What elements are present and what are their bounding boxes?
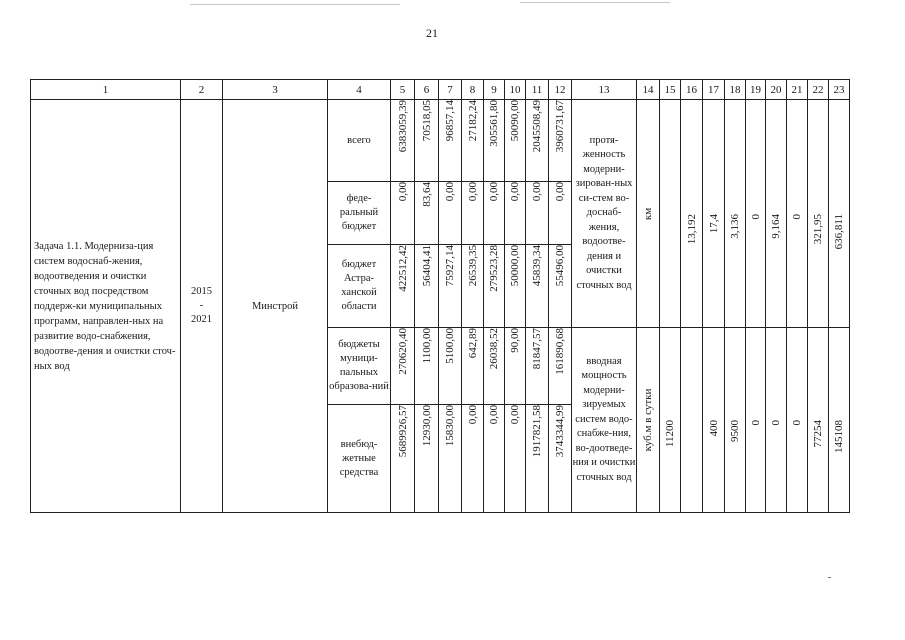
amount-value: 1100,00	[420, 328, 433, 364]
header-cell: 14	[637, 80, 660, 100]
header-cell: 15	[660, 80, 681, 100]
header-cell: 3	[223, 80, 328, 100]
amount-cell	[462, 245, 484, 328]
indicator-value-cell	[766, 100, 787, 328]
indicator-value: 13,192	[685, 213, 698, 244]
scan-artifact-dot	[828, 577, 831, 578]
amount-cell	[415, 245, 439, 328]
amount-value: 0,00	[554, 182, 566, 202]
amount-cell	[505, 245, 526, 328]
amount-value: 0,00	[466, 182, 479, 202]
amount-cell	[415, 182, 439, 245]
amount-value: 70518,05	[420, 100, 433, 142]
vertical-text-wrap	[462, 405, 483, 512]
vertical-text-wrap	[439, 100, 461, 181]
amount-cell	[415, 100, 439, 182]
indicator-value-cell	[829, 100, 850, 328]
amount-value: 1917821,58	[531, 405, 543, 458]
funding-source: бюджет Астра-ханской области	[328, 245, 391, 328]
amount-cell	[549, 245, 572, 328]
amount-cell	[526, 405, 549, 513]
page-number: 21	[426, 26, 438, 40]
amount-value: 0,00	[488, 182, 500, 202]
indicator-unit	[637, 328, 660, 513]
amount-value: 90,00	[509, 328, 521, 353]
amount-cell	[462, 100, 484, 182]
amount-value: 0,00	[396, 182, 409, 202]
indicator-value-cell	[725, 100, 746, 328]
indicator-value: 0	[749, 213, 762, 219]
header-cell: 19	[746, 80, 766, 100]
indicator-value-cell	[808, 100, 829, 328]
amount-value: 12930,00	[420, 405, 433, 447]
vertical-text-wrap	[549, 328, 571, 404]
funding-source: феде-ральный бюджет	[328, 182, 391, 245]
year-end: 2021	[191, 314, 212, 325]
vertical-text-wrap	[484, 405, 504, 512]
vertical-text-wrap	[415, 182, 438, 244]
header-cell: 8	[462, 80, 484, 100]
amount-cell	[462, 182, 484, 245]
indicator-value-cell	[746, 100, 766, 328]
vertical-text-wrap	[526, 100, 548, 181]
header-row	[31, 80, 850, 100]
vertical-text-wrap	[549, 245, 571, 327]
vertical-text-wrap	[439, 405, 461, 512]
indicator-value-cell	[766, 328, 787, 513]
vertical-text-wrap	[505, 328, 525, 404]
amount-cell	[526, 245, 549, 328]
vertical-text-wrap	[462, 100, 483, 181]
indicator-value-cell	[660, 328, 681, 513]
vertical-text-wrap	[391, 182, 414, 244]
amount-value: 75927,14	[444, 245, 456, 287]
amount-cell	[391, 100, 415, 182]
header-cell: 12	[549, 80, 572, 100]
indicator-value: 9500	[729, 420, 741, 442]
amount-cell	[505, 328, 526, 405]
indicator-value: 77254	[812, 420, 824, 448]
header-cell: 21	[787, 80, 808, 100]
amount-value: 5100,00	[444, 328, 456, 364]
executor: Минстрой	[223, 100, 328, 513]
amount-value: 0,00	[466, 405, 479, 425]
indicator-value-cell	[787, 328, 808, 513]
vertical-text-wrap	[415, 405, 438, 512]
amount-value: 27182,24	[466, 100, 479, 142]
indicator-value: 0	[791, 213, 803, 219]
implementation-years	[181, 100, 223, 513]
amount-cell	[549, 328, 572, 405]
amount-cell	[391, 182, 415, 245]
vertical-text-wrap	[526, 245, 548, 327]
vertical-text-wrap	[462, 245, 483, 327]
amount-cell	[484, 328, 505, 405]
amount-value: 161890,68	[554, 328, 566, 375]
amount-value: 305561,80	[488, 100, 500, 147]
header-cell: 4	[328, 80, 391, 100]
amount-cell	[484, 405, 505, 513]
amount-cell	[391, 328, 415, 405]
amount-cell	[484, 245, 505, 328]
indicator-value-cell	[681, 328, 703, 513]
amount-cell	[484, 182, 505, 245]
header-cell: 20	[766, 80, 787, 100]
amount-cell	[415, 328, 439, 405]
funding-source: всего	[328, 100, 391, 182]
task-description: Задача 1.1. Модерниза-ция систем водоснаб-жения, водоотведения и очистки сточных вод посредством поддерж-ки муниципальных программ, направлен-ных на развитие водо-снабжения, водоотве-дения и очистки сточ-ных вод	[31, 100, 181, 513]
amount-cell	[526, 328, 549, 405]
amount-cell	[462, 405, 484, 513]
indicator-unit-value: км	[642, 207, 654, 220]
vertical-text-wrap	[505, 100, 525, 181]
table-row	[31, 100, 850, 182]
amount-value: 50000,00	[509, 245, 521, 287]
amount-cell	[549, 182, 572, 245]
indicator-name: протя-женность модерни-зирован-ных си-стем во-доснаб-жения, водоотве-дения и очистки сточных вод	[572, 100, 637, 328]
scan-artifact-line	[520, 2, 670, 3]
amount-cell	[526, 182, 549, 245]
year-dash: -	[199, 300, 204, 311]
indicator-name: вводная мощность модерни-зируемых систем водо-снабже-ния, во-доотведе-ния и очистки сточных вод	[572, 328, 637, 513]
amount-value: 279523,28	[488, 245, 500, 292]
indicator-value: 3,136	[729, 213, 741, 239]
amount-value: 26539,35	[466, 245, 479, 287]
amount-value: 55496,00	[554, 245, 566, 287]
amount-cell	[462, 328, 484, 405]
vertical-text-wrap	[484, 245, 504, 327]
vertical-text-wrap	[462, 328, 483, 404]
indicator-value-cell	[808, 328, 829, 513]
amount-cell	[505, 182, 526, 245]
amount-value: 26038,52	[488, 328, 500, 370]
amount-cell	[439, 245, 462, 328]
indicator-value-cell	[703, 328, 725, 513]
amount-cell	[505, 405, 526, 513]
program-table	[30, 79, 850, 513]
vertical-text-wrap	[391, 100, 414, 181]
vertical-text-wrap	[439, 245, 461, 327]
vertical-text-wrap	[526, 405, 548, 512]
funding-source: внебюд-жетные средства	[328, 405, 391, 513]
amount-cell	[415, 405, 439, 513]
vertical-text-wrap	[484, 100, 504, 181]
indicator-value-cell	[681, 100, 703, 328]
amount-cell	[391, 245, 415, 328]
amount-cell	[439, 100, 462, 182]
indicator-value-cell	[746, 328, 766, 513]
amount-value: 83,64	[420, 182, 433, 207]
vertical-text-wrap	[391, 405, 414, 512]
indicator-unit	[637, 100, 660, 328]
amount-value: 422512,42	[396, 245, 409, 292]
indicator-value: 0	[749, 420, 762, 426]
header-cell: 23	[829, 80, 850, 100]
amount-value: 5689926,57	[396, 405, 409, 458]
header-cell: 13	[572, 80, 637, 100]
amount-value: 0,00	[444, 182, 456, 202]
vertical-text-wrap	[439, 328, 461, 404]
amount-cell	[549, 405, 572, 513]
header-cell: 9	[484, 80, 505, 100]
amount-value: 0,00	[509, 405, 521, 425]
amount-value: 0,00	[509, 182, 521, 202]
indicator-value: 0	[770, 420, 782, 426]
amount-cell	[439, 182, 462, 245]
amount-cell	[505, 100, 526, 182]
header-cell: 16	[681, 80, 703, 100]
amount-value: 6383059,39	[396, 100, 409, 153]
indicator-value-cell	[660, 100, 681, 328]
indicator-value-cell	[787, 100, 808, 328]
indicator-value: 636,811	[833, 213, 845, 249]
indicator-value: 0	[791, 420, 803, 426]
header-cell: 18	[725, 80, 746, 100]
amount-value: 0,00	[488, 405, 500, 425]
funding-source: бюджеты муници-пальных образова-ний	[328, 328, 391, 405]
vertical-text-wrap	[505, 245, 525, 327]
amount-cell	[549, 100, 572, 182]
scan-artifact-line	[190, 4, 400, 5]
year-start: 2015	[191, 286, 212, 297]
vertical-text-wrap	[505, 182, 525, 244]
amount-value: 56404,41	[420, 245, 433, 287]
vertical-text-wrap	[415, 100, 438, 181]
amount-value: 2045508,49	[531, 100, 543, 153]
indicator-value: 9,164	[770, 213, 782, 239]
indicator-value-cell	[725, 328, 746, 513]
amount-value: 96857,14	[444, 100, 456, 142]
indicator-value-cell	[703, 100, 725, 328]
vertical-text-wrap	[462, 182, 483, 244]
header-cell: 6	[415, 80, 439, 100]
vertical-text-wrap	[484, 182, 504, 244]
amount-value: 45839,34	[531, 245, 543, 287]
vertical-text-wrap	[549, 405, 571, 512]
amount-cell	[439, 405, 462, 513]
indicator-value: 145108	[833, 420, 845, 453]
vertical-text-wrap	[505, 405, 525, 512]
indicator-value: 11200	[664, 420, 676, 448]
vertical-text-wrap	[415, 328, 438, 404]
vertical-text-wrap	[484, 328, 504, 404]
header-cell: 2	[181, 80, 223, 100]
amount-value: 642,89	[466, 328, 479, 359]
amount-cell	[391, 405, 415, 513]
vertical-text-wrap	[415, 245, 438, 327]
indicator-unit-value: куб.м в сутки	[642, 388, 654, 452]
header-cell: 22	[808, 80, 829, 100]
vertical-text-wrap	[391, 245, 414, 327]
header-cell: 5	[391, 80, 415, 100]
amount-value: 15830,00	[444, 405, 456, 447]
amount-cell	[526, 100, 549, 182]
indicator-value: 17,4	[707, 213, 720, 233]
amount-value: 50090,00	[509, 100, 521, 142]
header-cell: 11	[526, 80, 549, 100]
indicator-value-cell	[829, 328, 850, 513]
header-cell: 17	[703, 80, 725, 100]
vertical-text-wrap	[526, 182, 548, 244]
header-cell: 7	[439, 80, 462, 100]
vertical-text-wrap	[439, 182, 461, 244]
amount-value: 3960731,67	[554, 100, 566, 153]
amount-cell	[439, 328, 462, 405]
indicator-value: 400	[707, 420, 720, 437]
vertical-text-wrap	[526, 328, 548, 404]
indicator-value: 321,95	[812, 213, 824, 244]
amount-value: 0,00	[531, 182, 543, 202]
header-cell: 10	[505, 80, 526, 100]
vertical-text-wrap	[391, 328, 414, 404]
amount-value: 81847,57	[531, 328, 543, 370]
amount-value: 270620,40	[396, 328, 409, 375]
vertical-text-wrap	[549, 182, 571, 244]
header-cell: 1	[31, 80, 181, 100]
amount-value: 3743344,99	[554, 405, 566, 458]
vertical-text-wrap	[549, 100, 571, 181]
amount-cell	[484, 100, 505, 182]
